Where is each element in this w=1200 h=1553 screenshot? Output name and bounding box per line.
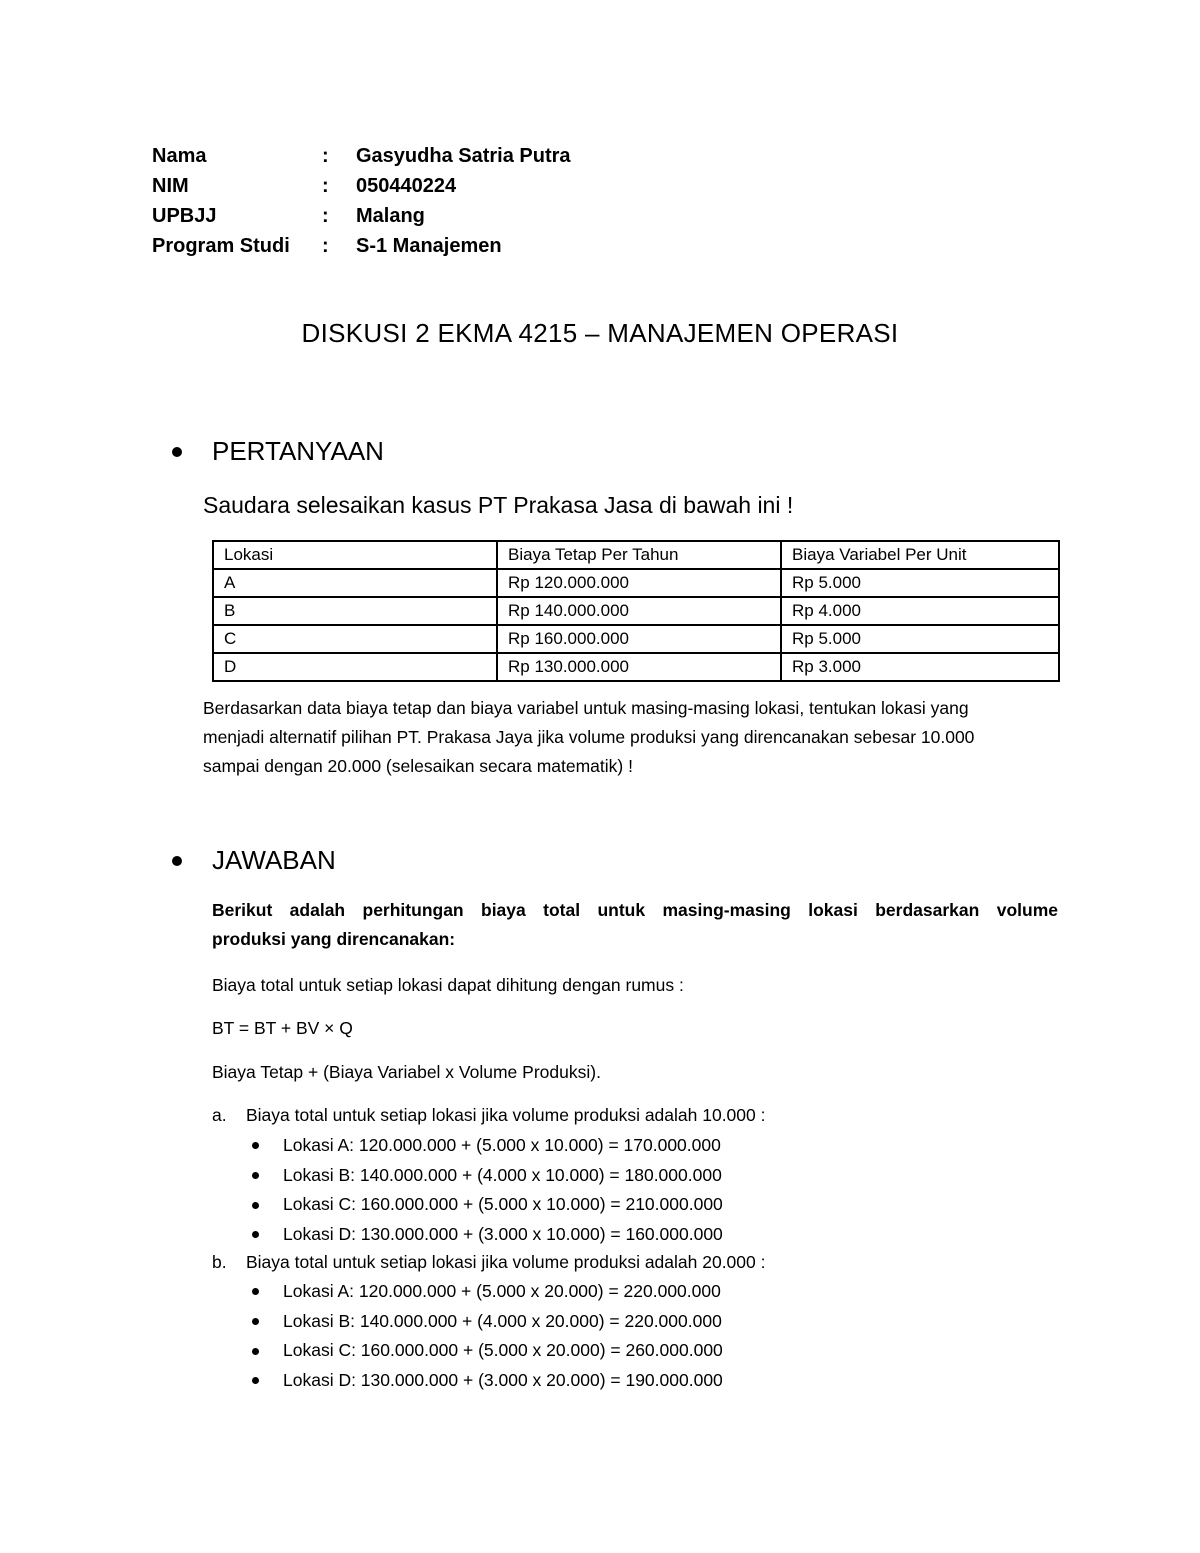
table-cell: Rp 140.000.000 bbox=[497, 597, 781, 625]
formula: BT = BT + BV × Q bbox=[212, 1018, 353, 1038]
table-cell: Rp 160.000.000 bbox=[497, 625, 781, 653]
identity-value: 050440224 bbox=[356, 175, 457, 197]
table-row bbox=[213, 653, 1059, 681]
table-cell: A bbox=[213, 569, 497, 597]
table-cell: Rp 120.000.000 bbox=[497, 569, 781, 597]
part-b-list bbox=[250, 1277, 723, 1396]
question-intro: Saudara selesaikan kasus PT Prakasa Jasa di bawah ini ! bbox=[203, 492, 794, 518]
list-item bbox=[250, 1131, 723, 1161]
part-b bbox=[212, 1248, 765, 1277]
answer-intro-line: produksi yang direncanakan: bbox=[212, 929, 456, 949]
bullet-icon bbox=[252, 1348, 259, 1355]
identity-row-nama bbox=[152, 141, 571, 171]
identity-colon: : bbox=[322, 145, 329, 167]
identity-colon: : bbox=[322, 205, 329, 227]
identity-row-nim bbox=[152, 171, 571, 201]
list-item bbox=[250, 1220, 723, 1250]
list-item bbox=[250, 1277, 723, 1307]
bullet-icon bbox=[252, 1172, 259, 1179]
identity-row-program-studi bbox=[152, 231, 571, 261]
bullet-icon bbox=[172, 447, 182, 457]
list-item-text: Lokasi C: 160.000.000 + (5.000 x 20.000) = 260.000.000 bbox=[283, 1340, 723, 1361]
part-a-list bbox=[250, 1131, 723, 1250]
identity-label: NIM bbox=[152, 175, 189, 197]
identity-value: S-1 Manajemen bbox=[356, 235, 502, 257]
bullet-icon bbox=[252, 1377, 259, 1384]
question-heading bbox=[172, 436, 384, 467]
question-heading-text: PERTANYAAN bbox=[212, 436, 384, 466]
bullet-icon bbox=[172, 856, 182, 866]
table-header-cell: Biaya Variabel Per Unit bbox=[781, 541, 1059, 569]
identity-block bbox=[152, 141, 571, 261]
table-header-cell: Lokasi bbox=[213, 541, 497, 569]
part-a bbox=[212, 1101, 765, 1130]
identity-value: Gasyudha Satria Putra bbox=[356, 145, 571, 167]
table-cell: Rp 3.000 bbox=[781, 653, 1059, 681]
formula-description: Biaya Tetap + (Biaya Variabel x Volume Produksi). bbox=[212, 1062, 601, 1082]
answer-intro bbox=[212, 896, 1058, 954]
list-item-text: Lokasi B: 140.000.000 + (4.000 x 10.000) = 180.000.000 bbox=[283, 1164, 722, 1185]
answer-heading bbox=[172, 845, 336, 876]
bullet-icon bbox=[252, 1288, 259, 1295]
table-cell: B bbox=[213, 597, 497, 625]
table-cell: Rp 130.000.000 bbox=[497, 653, 781, 681]
answer-intro-line: Berikut adalah perhitungan biaya total untuk masing-masing lokasi berdasarkan volume bbox=[212, 900, 1058, 920]
table-row bbox=[213, 625, 1059, 653]
question-text-line: menjadi alternatif pilihan PT. Prakasa Jaya jika volume produksi yang direncanakan sebesar 10.000 bbox=[203, 727, 975, 747]
question-text-line: Berdasarkan data biaya tetap dan biaya variabel untuk masing-masing lokasi, tentukan lokasi yang bbox=[203, 698, 969, 718]
identity-label: Nama bbox=[152, 145, 207, 167]
table-cell: C bbox=[213, 625, 497, 653]
list-item bbox=[250, 1307, 723, 1337]
list-item bbox=[250, 1161, 723, 1191]
table-cell: Rp 5.000 bbox=[781, 625, 1059, 653]
part-a-text: Biaya total untuk setiap lokasi jika volume produksi adalah 10.000 : bbox=[246, 1105, 766, 1125]
bullet-icon bbox=[252, 1318, 259, 1325]
identity-value: Malang bbox=[356, 205, 425, 227]
table-cell: D bbox=[213, 653, 497, 681]
table-header-row bbox=[213, 541, 1059, 569]
table-cell: Rp 4.000 bbox=[781, 597, 1059, 625]
identity-label: Program Studi bbox=[152, 235, 290, 257]
list-item-text: Lokasi A: 120.000.000 + (5.000 x 10.000) = 170.000.000 bbox=[283, 1135, 721, 1155]
identity-colon: : bbox=[322, 235, 329, 257]
answer-heading-text: JAWABAN bbox=[212, 845, 336, 875]
formula-intro: Biaya total untuk setiap lokasi dapat dihitung dengan rumus : bbox=[212, 975, 684, 995]
list-marker: b. bbox=[212, 1252, 227, 1272]
list-marker: a. bbox=[212, 1105, 227, 1125]
document-title: DISKUSI 2 EKMA 4215 – MANAJEMEN OPERASI bbox=[301, 318, 899, 348]
identity-colon: : bbox=[322, 175, 329, 197]
list-item bbox=[250, 1336, 723, 1366]
list-item bbox=[250, 1190, 723, 1220]
part-b-text: Biaya total untuk setiap lokasi jika volume produksi adalah 20.000 : bbox=[246, 1252, 766, 1272]
list-item-text: Lokasi C: 160.000.000 + (5.000 x 10.000) = 210.000.000 bbox=[283, 1194, 723, 1215]
bullet-icon bbox=[252, 1202, 259, 1209]
cost-table bbox=[212, 540, 1060, 682]
bullet-icon bbox=[252, 1231, 259, 1238]
table-header-cell: Biaya Tetap Per Tahun bbox=[497, 541, 781, 569]
list-item-text: Lokasi D: 130.000.000 + (3.000 x 10.000) = 160.000.000 bbox=[283, 1224, 723, 1245]
question-text-line: sampai dengan 20.000 (selesaikan secara matematik) ! bbox=[203, 756, 633, 776]
table-row bbox=[213, 597, 1059, 625]
question-text bbox=[203, 694, 1063, 781]
identity-label: UPBJJ bbox=[152, 205, 217, 227]
list-item-text: Lokasi A: 120.000.000 + (5.000 x 20.000) = 220.000.000 bbox=[283, 1281, 721, 1301]
identity-row-upbjj bbox=[152, 201, 571, 231]
list-item-text: Lokasi D: 130.000.000 + (3.000 x 20.000) = 190.000.000 bbox=[283, 1370, 723, 1391]
table-row bbox=[213, 569, 1059, 597]
bullet-icon bbox=[252, 1142, 259, 1149]
list-item bbox=[250, 1366, 723, 1396]
list-item-text: Lokasi B: 140.000.000 + (4.000 x 20.000) = 220.000.000 bbox=[283, 1310, 722, 1331]
table-cell: Rp 5.000 bbox=[781, 569, 1059, 597]
